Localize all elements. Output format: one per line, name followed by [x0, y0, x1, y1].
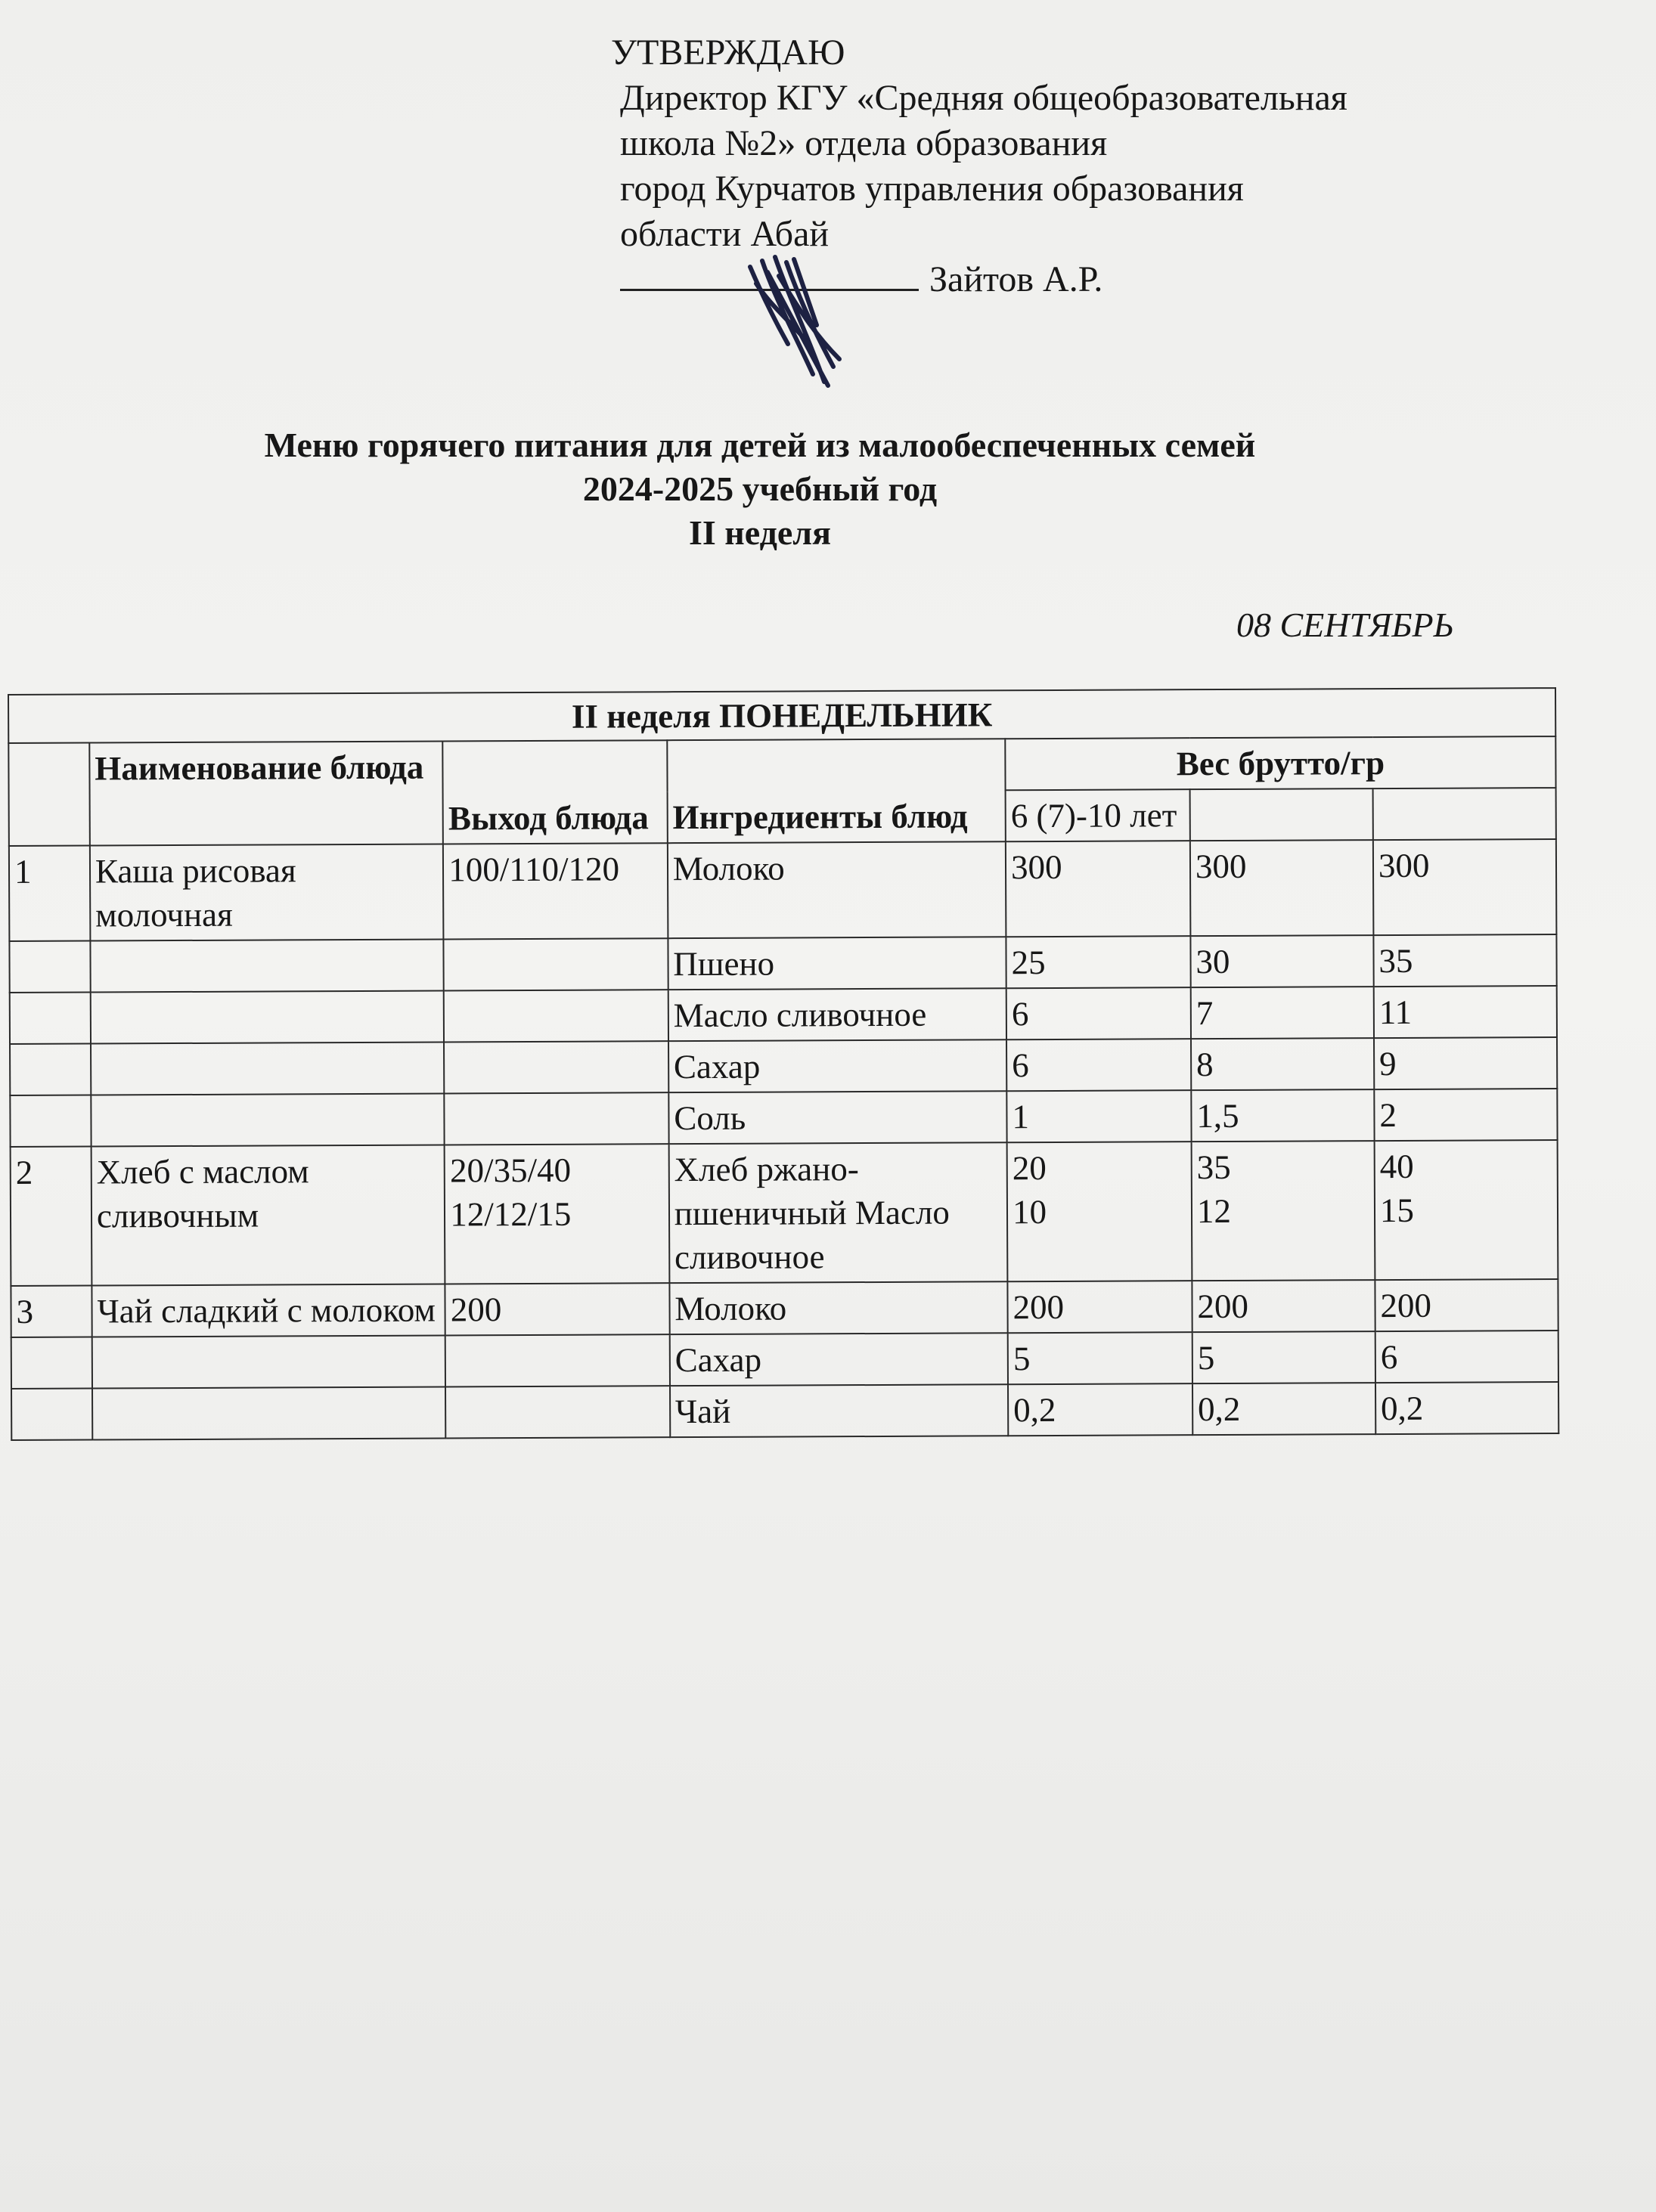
approval-heading: УТВЕРЖДАЮ: [611, 33, 845, 73]
cell-output: 20/35/40 12/12/15: [445, 1144, 669, 1284]
cell-dish: Чай сладкий с молоком: [91, 1284, 445, 1337]
cell-ingredient: Масло сливочное: [668, 988, 1007, 1041]
table-row: [9, 934, 1556, 993]
title-line-2: 2024-2025 учебный год: [582, 469, 938, 508]
cell-output: [444, 938, 668, 990]
handwritten-signature: [741, 253, 877, 389]
cell-weight: 20 10: [1007, 1142, 1192, 1281]
approval-block: [611, 30, 1347, 302]
cell-dish: Каша рисовая молочная: [90, 844, 444, 940]
cell-weight: 7: [1191, 987, 1374, 1039]
cell-dish: [92, 1386, 446, 1439]
approval-line: Директор КГУ «Средняя общеобразовательная: [620, 78, 1347, 118]
cell-ingredient: Пшено: [668, 937, 1006, 990]
cell-num: 2: [11, 1147, 92, 1286]
table-row: [11, 1279, 1558, 1337]
title-line-1: Меню горячего питания для детей из малообеспеченных семей: [264, 426, 1256, 464]
cell-weight: 0,2: [1192, 1383, 1375, 1435]
cell-ingredient: Хлеб ржано-пшеничный Масло сливочное: [668, 1142, 1007, 1283]
table-row: [11, 1382, 1558, 1440]
cell-weight: 35: [1373, 934, 1556, 987]
header-ingredients: Ингредиенты блюд: [667, 739, 1006, 843]
header-dish-name: Наименование блюда: [89, 741, 443, 845]
cell-ingredient: Молоко: [668, 841, 1006, 938]
header-age-group-blank: [1373, 788, 1556, 840]
document-title: [0, 423, 1656, 555]
cell-weight: 300: [1006, 841, 1190, 937]
cell-weight: 6: [1006, 1039, 1191, 1091]
header-age-group-blank: [1189, 788, 1372, 841]
cell-dish: [91, 1042, 445, 1095]
cell-ingredient: Молоко: [669, 1281, 1008, 1334]
cell-num: [9, 941, 90, 993]
cell-weight: 200: [1375, 1279, 1558, 1331]
cell-weight: 35 12: [1192, 1141, 1375, 1281]
cell-dish: Хлеб с маслом сливочным: [91, 1145, 445, 1285]
cell-weight: 2: [1374, 1089, 1557, 1141]
cell-num: [10, 993, 91, 1044]
approval-line: области Абай: [620, 214, 830, 254]
cell-ingredient: Соль: [668, 1091, 1007, 1144]
cell-weight: 0,2: [1375, 1382, 1558, 1434]
cell-dish: [91, 990, 445, 1043]
cell-num: 3: [11, 1286, 91, 1337]
header-age-group: 6 (7)-10 лет: [1006, 789, 1190, 841]
cell-weight: 6: [1006, 987, 1191, 1039]
cell-weight: 200: [1192, 1280, 1375, 1332]
menu-date: 08 СЕНТЯБРЬ: [1236, 606, 1454, 644]
cell-num: [11, 1389, 92, 1440]
cell-weight: 9: [1374, 1037, 1557, 1089]
menu-table: [8, 687, 1559, 1441]
cell-weight: 0,2: [1008, 1383, 1192, 1436]
header-weight: Вес брутто/гр: [1005, 736, 1555, 790]
cell-weight: 6: [1375, 1331, 1558, 1383]
cell-weight: 30: [1190, 935, 1373, 987]
cell-num: [10, 1044, 91, 1095]
cell-output: [445, 1386, 670, 1438]
cell-weight: 5: [1192, 1331, 1375, 1383]
cell-output: [445, 1334, 670, 1386]
table-row: [9, 839, 1557, 941]
cell-weight: 1,5: [1191, 1089, 1374, 1142]
cell-weight: 300: [1190, 840, 1374, 936]
signatory-name: Зайтов А.Р.: [929, 259, 1103, 299]
table-row: [10, 1037, 1557, 1095]
cell-weight: 25: [1006, 936, 1190, 988]
table-row: [10, 1089, 1557, 1147]
cell-weight: 8: [1191, 1038, 1374, 1090]
table-caption: II неделя ПОНЕДЕЛЬНИК: [8, 688, 1555, 743]
cell-output: [444, 990, 668, 1042]
cell-output: [445, 1092, 669, 1145]
title-line-3: II неделя: [689, 513, 831, 552]
header-num: [8, 743, 90, 846]
cell-num: [11, 1337, 92, 1389]
cell-weight: 300: [1373, 839, 1557, 935]
table-row: [11, 1140, 1558, 1286]
header-output: Выход блюда: [443, 740, 668, 844]
cell-dish: [92, 1335, 446, 1388]
cell-weight: 200: [1007, 1281, 1192, 1333]
signature-line: [620, 257, 1347, 302]
cell-output: 100/110/120: [443, 843, 668, 939]
cell-weight: 1: [1006, 1090, 1191, 1142]
cell-num: 1: [9, 846, 90, 941]
table-row: [11, 1331, 1558, 1389]
cell-weight: 5: [1008, 1332, 1192, 1384]
cell-ingredient: Сахар: [668, 1039, 1007, 1092]
cell-dish: [91, 1093, 445, 1146]
cell-ingredient: Сахар: [670, 1333, 1009, 1386]
approval-line: школа №2» отдела образования: [620, 123, 1108, 163]
cell-dish: [90, 939, 444, 992]
cell-weight: 40 15: [1375, 1140, 1558, 1280]
cell-ingredient: Чай: [670, 1384, 1009, 1437]
table-row: [10, 986, 1557, 1044]
cell-num: [10, 1095, 91, 1147]
cell-output: 200: [445, 1283, 670, 1335]
cell-output: [444, 1041, 668, 1093]
approval-line: город Курчатов управления образования: [620, 169, 1244, 209]
cell-weight: 11: [1374, 986, 1557, 1038]
